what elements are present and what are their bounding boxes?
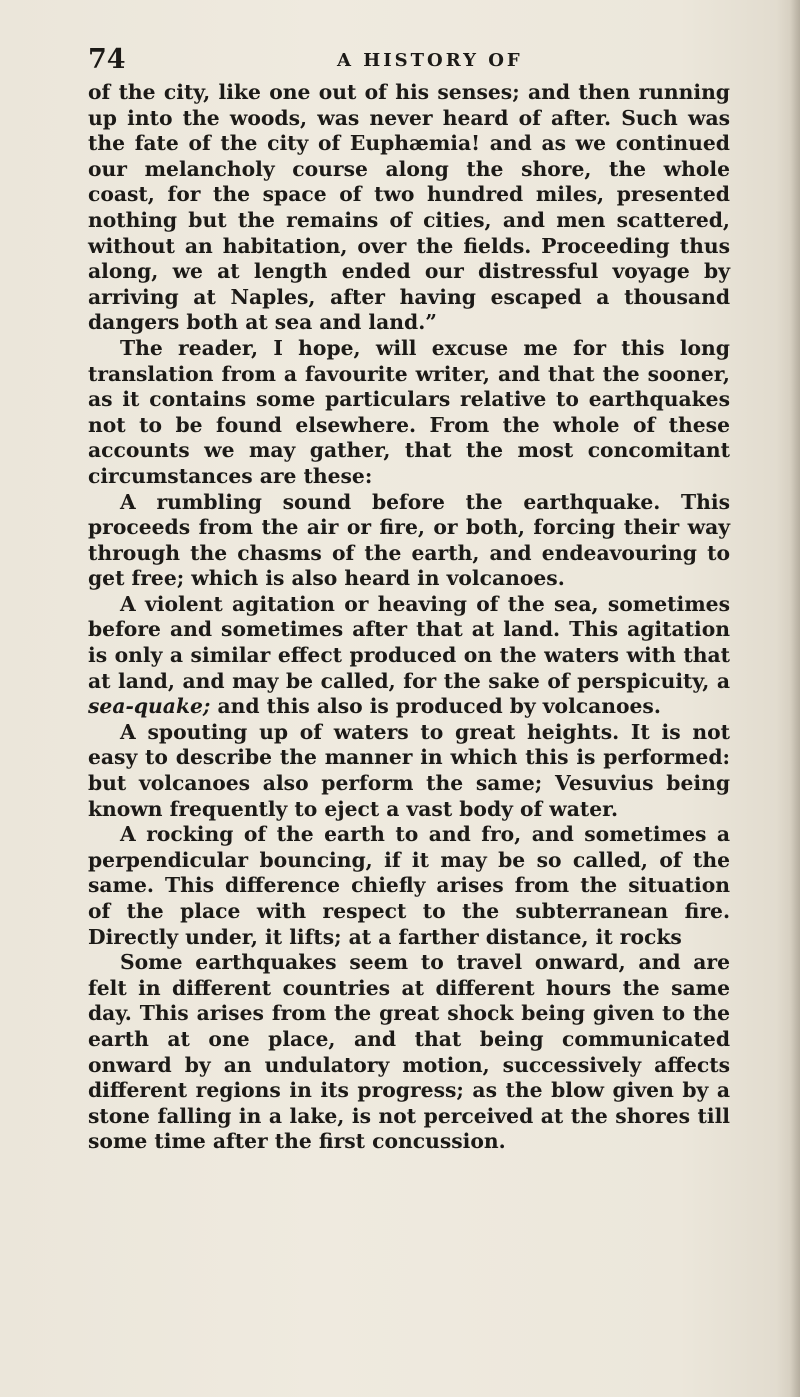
paragraph-1: of the city, like one out of his senses; and then running up into the woods, was never heard of after. Such was the fate of the city of Euphæmia! and as we continued our melancholy course along the shore, the whole coast, for the space of two hundred miles, presented nothing but the remains of cities, and men scattered, without an habitation, over the fields. Proceeding thus along, we at length ended our distressful voyage by arriving at Naples, after having escaped a thousand dangers both at sea and land.” [88,80,730,335]
paragraph-6: A rocking of the earth to and fro, and sometimes a perpendicular bouncing, if it may be so called, of the same. This difference chiefly arises from the situation of the place with respect to the subterranean fire. Directly under, it lifts; at a farther distance, it rocks [88,822,730,949]
paragraph-4-text: A violent agitation or heaving of the sea, sometimes before and sometimes after that at land. This agitation is only a similar effect produced on the waters with that at land, and may be called, for the sake of perspicuity, a [88,591,730,693]
body-text [88,80,730,1155]
paragraph-4 [88,592,730,720]
paragraph-7: Some earthquakes seem to travel onward, and are felt in different countries at different hours the same day. This arises from the great shock being given to the earth at one place, and that being communicated onward by an undulatory motion, successively affects different regions in its progress; as the blow given by a stone falling in a lake, is not perceived at the shores till some time after the first concussion. [88,950,730,1154]
paragraph-4-italic: sea-quake; [88,694,211,719]
paragraph-4-text-after: and this also is produced by volcanoes. [210,694,661,719]
page-header [88,44,728,76]
paragraph-2: The reader, I hope, will excuse me for this long translation from a favourite writer, and that the sooner, as it contains some particulars relative to earthquakes not to be found elsewhere. From the whole of these accounts we may gather, that the most concomitant circumstances are these: [88,335,730,488]
page-number: 74 [88,44,126,75]
paragraph-3: A rumbling sound before the earthquake. This proceeds from the air or fire, or both, forcing their way through the chasms of the earth, and endeavouring to get free; which is also heard in volcanoes. [88,489,730,591]
page-edge-shadow [790,0,800,1397]
running-head: A HISTORY OF [337,50,523,71]
paragraph-5: A spouting up of waters to great heights. It is not easy to describe the manner in which this is performed: but volcanoes also perform the same; Vesuvius being known frequently to eject a vast body of water. [88,719,730,821]
